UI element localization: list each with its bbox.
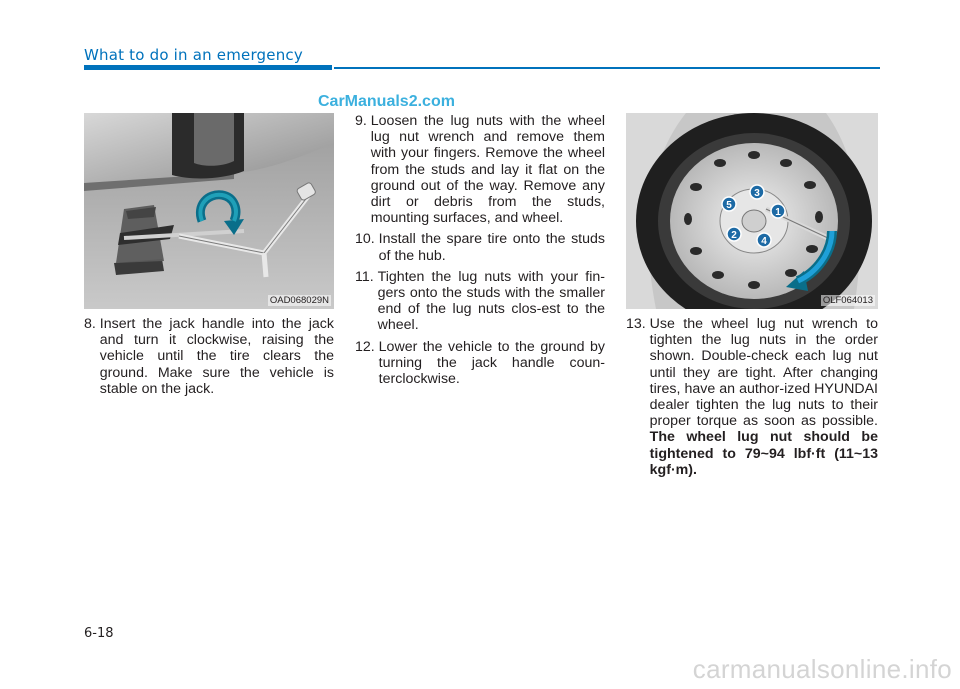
- bolt-label-3: 3: [754, 188, 760, 199]
- step-number: 8.: [84, 316, 100, 332]
- column-right: [626, 316, 878, 483]
- step-text: Lower the vehicle to the ground by turning the jack handle coun-terclockwise.: [378, 338, 605, 388]
- page-number: 6-18: [84, 626, 114, 641]
- step-text: Install the spare tire onto the studs of the hub.: [378, 231, 605, 264]
- step-number: 9.: [355, 113, 371, 129]
- jack-illustration-svg: [84, 113, 334, 309]
- step-number: 13.: [626, 316, 650, 332]
- watermark-link[interactable]: CarManuals2.com: [318, 93, 455, 110]
- torque-spec: The wheel lug nut should be tightened to 79~94 lbf·ft (11~13 kgf·m).: [649, 429, 878, 478]
- step-text: Insert the jack handle into the jack and turn it clockwise, raising the vehicle until the tire clears the ground. Make sure the vehicle is stable on the jack.: [99, 316, 334, 397]
- header-accent-bar: [84, 65, 332, 70]
- lug-nut-order-illustration: [626, 113, 878, 309]
- jack-handle-illustration: [84, 113, 334, 309]
- step-9: [355, 113, 605, 226]
- figure-code-right: OLF064013: [822, 295, 873, 306]
- step-text: Loosen the lug nuts with the wheel lug nut wrench and remove them with your fingers. Remove the wheel from the studs and lay it flat on the ground out of the way. Remove any dirt or debris from the studs, mounting surfaces, and wheel.: [370, 113, 605, 227]
- header-rule: [334, 67, 880, 69]
- bolt-label-1: 1: [775, 207, 781, 218]
- step-text-regular: Use the wheel lug nut wrench to tighten the lug nuts in the order shown. Double-check each lug nut until they are tight. After changing tires, have an author-ized HYUNDAI dealer tighten the lug nuts to their proper torque as soon as possible.: [649, 316, 878, 430]
- column-left: [84, 316, 334, 402]
- step-number: 11.: [355, 268, 378, 285]
- step-number: 10.: [355, 231, 379, 248]
- bolt-label-2: 2: [731, 230, 737, 241]
- column-middle: [355, 113, 605, 392]
- footer-watermark[interactable]: carmanualsonline.info: [692, 654, 952, 684]
- section-title: What to do in an emergency: [84, 46, 303, 64]
- bolt-label-4: 4: [761, 236, 767, 247]
- figure-code-left: OAD068029N: [269, 295, 329, 306]
- step-number: 12.: [355, 338, 379, 355]
- step-11: [355, 269, 605, 334]
- wheel-illustration-svg: [626, 113, 878, 309]
- bolt-label-5: 5: [726, 200, 732, 211]
- step-13: [626, 316, 878, 478]
- step-text: [650, 316, 878, 478]
- step-12: [355, 339, 605, 388]
- step-text: Tighten the lug nuts with your fin-gers onto the studs with the smaller end of the lug nuts clos-est to the wheel.: [377, 268, 605, 334]
- step-10: [355, 231, 605, 263]
- step-8: [84, 316, 334, 397]
